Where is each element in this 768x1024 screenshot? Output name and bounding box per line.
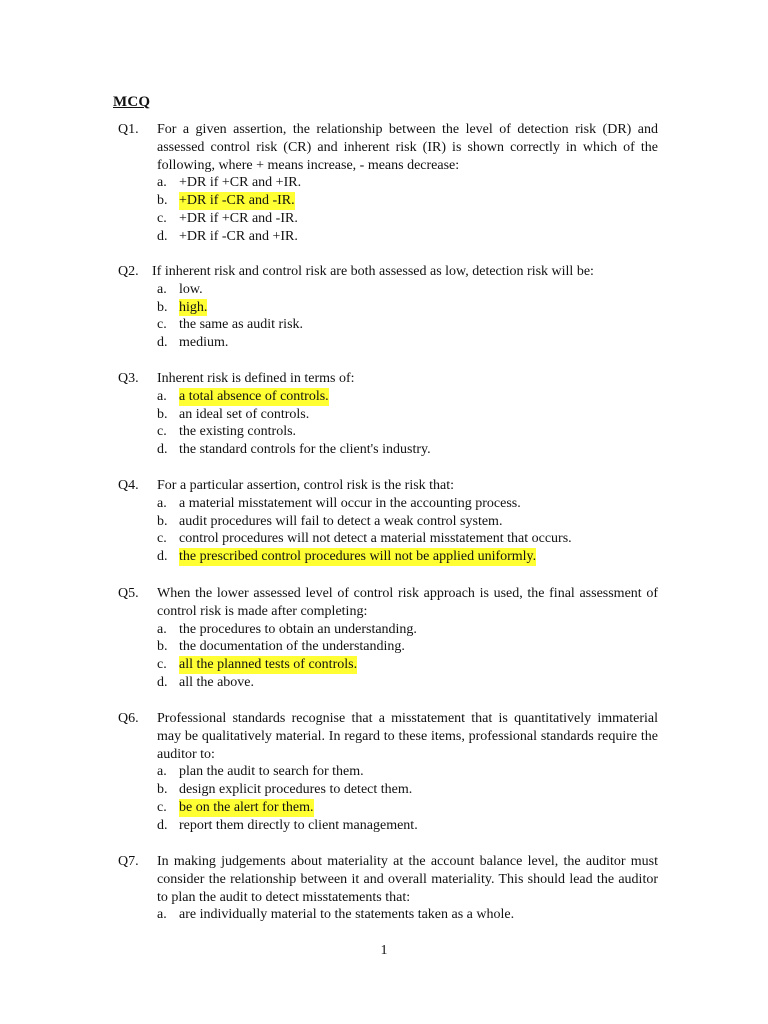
option-text-highlighted: all the planned tests of controls. <box>179 657 358 673</box>
page-number: 1 <box>380 943 388 958</box>
option-text: an ideal set of controls. <box>179 406 310 422</box>
option-text: are individually material to the statements taken as a whole. <box>179 907 515 923</box>
option-a <box>157 621 658 639</box>
option-letter: a. <box>157 621 167 637</box>
option-text: the procedures to obtain an understanding. <box>179 621 417 637</box>
option-b <box>157 406 658 424</box>
option-d <box>157 441 658 459</box>
option-text: the same as audit risk. <box>179 317 304 333</box>
option-d <box>157 334 658 352</box>
question-number: Q4. <box>118 478 139 493</box>
question-4 <box>118 477 658 566</box>
option-letter: d. <box>157 335 168 351</box>
option-b <box>157 638 658 656</box>
option-text-highlighted: be on the alert for them. <box>179 799 314 815</box>
option-letter: d. <box>157 228 168 244</box>
question-text: For a particular assertion, control risk is the risk that: <box>157 478 455 493</box>
option-text: design explicit procedures to detect them. <box>179 782 413 798</box>
option-text: +DR if +CR and +IR. <box>179 175 302 191</box>
option-b <box>157 513 658 531</box>
option-d <box>157 817 658 835</box>
option-text: plan the audit to search for them. <box>179 764 364 780</box>
option-text: medium. <box>179 335 229 351</box>
option-list <box>157 763 658 834</box>
option-letter: c. <box>157 799 167 815</box>
option-c <box>157 423 658 441</box>
option-text-highlighted: a total absence of controls. <box>179 388 329 404</box>
option-list <box>157 495 658 566</box>
question-number: Q1. <box>118 122 139 137</box>
option-c <box>157 799 658 817</box>
option-a <box>157 495 658 513</box>
option-a <box>157 281 658 299</box>
option-letter: c. <box>157 531 167 547</box>
option-c <box>157 210 658 228</box>
section-heading: MCQ <box>113 94 151 110</box>
option-a <box>157 763 658 781</box>
option-letter: a. <box>157 175 167 191</box>
option-c <box>157 656 658 674</box>
option-c <box>157 316 658 334</box>
option-letter: c. <box>157 317 167 333</box>
option-b <box>157 299 658 317</box>
option-letter: b. <box>157 406 168 422</box>
option-text: report them directly to client management. <box>179 817 418 833</box>
option-text: control procedures will not detect a material misstatement that occurs. <box>179 531 572 547</box>
option-list <box>157 621 658 692</box>
option-b <box>157 781 658 799</box>
option-a <box>157 174 658 192</box>
option-list <box>157 906 658 924</box>
question-text: When the lower assessed level of control risk approach is used, the final assessment of control risk is made after completing: <box>157 586 658 619</box>
option-letter: d. <box>157 674 168 690</box>
option-text-highlighted: +DR if -CR and -IR. <box>179 193 295 209</box>
question-6 <box>118 710 658 835</box>
option-c <box>157 530 658 548</box>
option-letter: a. <box>157 764 167 780</box>
option-list <box>157 281 658 352</box>
option-text: +DR if -CR and +IR. <box>179 228 298 244</box>
question-text: Inherent risk is defined in terms of: <box>157 371 355 386</box>
option-list <box>157 174 658 245</box>
question-number: Q5. <box>118 586 139 601</box>
option-letter: d. <box>157 817 168 833</box>
option-letter: b. <box>157 193 168 209</box>
option-text: +DR if +CR and -IR. <box>179 210 298 226</box>
question-2 <box>118 263 658 352</box>
question-text: If inherent risk and control risk are both assessed as low, detection risk will be: <box>152 264 594 279</box>
option-letter: c. <box>157 424 167 440</box>
option-letter: a. <box>157 907 167 923</box>
option-letter: d. <box>157 549 168 565</box>
option-text: low. <box>179 281 203 297</box>
question-text: Professional standards recognise that a misstatement that is quantitatively immaterial may be qualitatively material. In regard to these items, professional standards require the auditor to: <box>157 711 658 762</box>
option-a <box>157 906 658 924</box>
option-letter: a. <box>157 281 167 297</box>
option-text: a material misstatement will occur in the accounting process. <box>179 495 521 511</box>
option-letter: d. <box>157 442 168 458</box>
option-letter: a. <box>157 388 167 404</box>
option-letter: b. <box>157 299 168 315</box>
question-number: Q7. <box>118 854 139 869</box>
option-letter: c. <box>157 657 167 673</box>
option-text: all the above. <box>179 674 255 690</box>
option-text: audit procedures will fail to detect a weak control system. <box>179 513 503 529</box>
question-number: Q2. <box>118 264 139 279</box>
option-list <box>157 388 658 459</box>
option-d <box>157 548 658 566</box>
option-letter: b. <box>157 513 168 529</box>
option-d <box>157 228 658 246</box>
question-text: In making judgements about materiality at the account balance level, the auditor must consider the relationship between it and overall materiality. This should lead the auditor to plan the audit to detect misstatements that: <box>157 854 658 905</box>
question-number: Q3. <box>118 371 139 386</box>
option-text-highlighted: the prescribed control procedures will not be applied uniformly. <box>179 549 537 565</box>
option-d <box>157 674 658 692</box>
option-text: the standard controls for the client's industry. <box>179 442 431 458</box>
question-text: For a given assertion, the relationship between the level of detection risk (DR) and assessed control risk (CR) and inherent risk (IR) is shown correctly in which of the following, where + means increase, - means decrease: <box>157 122 658 173</box>
option-letter: c. <box>157 210 167 226</box>
question-5 <box>118 585 658 692</box>
option-text-highlighted: high. <box>179 299 208 315</box>
question-1 <box>118 121 658 246</box>
option-text: the documentation of the understanding. <box>179 639 405 655</box>
option-text: the existing controls. <box>179 424 297 440</box>
question-7 <box>118 853 658 924</box>
option-letter: b. <box>157 639 168 655</box>
question-3 <box>118 370 658 459</box>
option-b <box>157 192 658 210</box>
question-number: Q6. <box>118 711 139 726</box>
option-letter: b. <box>157 782 168 798</box>
option-a <box>157 388 658 406</box>
option-letter: a. <box>157 495 167 511</box>
